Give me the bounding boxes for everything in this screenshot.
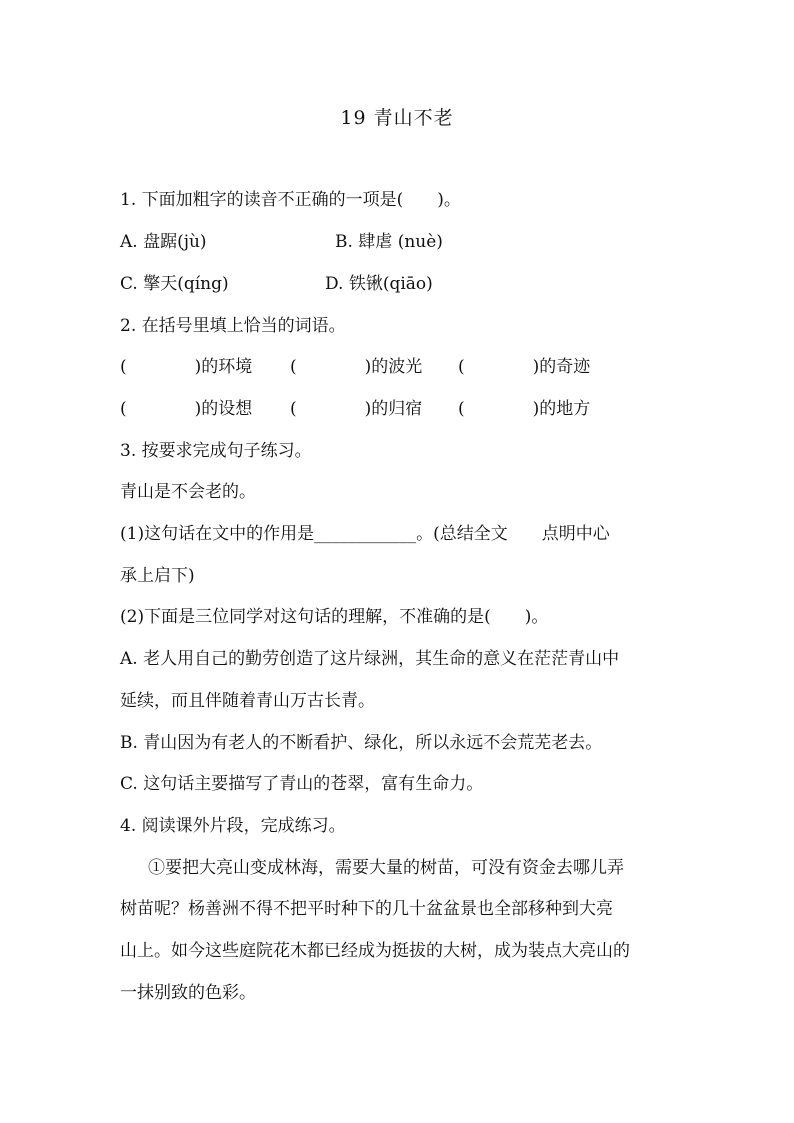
question-3-sub-1-line-2: 承上启下): [120, 566, 195, 586]
question-3-sub-1-line-1: (1)这句话在文中的作用是____________。(总结全文 点明中心: [120, 524, 610, 544]
question-3-option-a-line-2: 延续，而且伴随着青山万古长青。: [120, 691, 375, 711]
question-1-option-d: D. 铁锹(qiāo): [325, 274, 433, 294]
question-3-sentence: 青山是不会老的。: [120, 482, 256, 502]
question-2-stem: 2. 在括号里填上恰当的词语。: [120, 316, 346, 336]
question-2-blank-3: ( )的奇迹: [458, 357, 591, 377]
question-4-stem: 4. 阅读课外片段，完成练习。: [120, 816, 346, 836]
question-3-stem: 3. 按要求完成句子练习。: [120, 441, 312, 461]
question-1-option-c: C. 擎天(qíng): [120, 274, 229, 294]
passage-line-3: 山上。如今这些庭院花木都已经成为挺拔的大树，成为装点大亮山的: [120, 941, 630, 961]
question-2-blank-6: ( )的地方: [458, 399, 591, 419]
question-1-option-a: A. 盘踞(jù): [120, 232, 207, 252]
question-3-option-a-line-1: A. 老人用自己的勤劳创造了这片绿洲，其生命的意义在茫茫青山中: [120, 649, 620, 669]
passage-line-2: 树苗呢？杨善洲不得不把平时种下的几十盆盆景也全部移种到大亮: [120, 899, 613, 919]
question-2-blank-2: ( )的波光: [290, 357, 423, 377]
passage-line-4: 一抹别致的色彩。: [120, 983, 256, 1003]
question-3-option-c: C. 这句话主要描写了青山的苍翠，富有生命力。: [120, 774, 484, 794]
page-title: 19 青山不老: [340, 107, 454, 129]
question-3-sub-2: (2)下面是三位同学对这句话的理解，不准确的是( )。: [120, 607, 549, 627]
question-2-blank-4: ( )的设想: [120, 399, 253, 419]
question-1-option-b: B. 肆虐 (nuè): [335, 232, 443, 252]
question-3-option-b: B. 青山因为有老人的不断看护、绿化，所以永远不会荒芜老去。: [120, 733, 603, 753]
question-2-blank-1: ( )的环境: [120, 357, 253, 377]
question-2-blank-5: ( )的归宿: [290, 399, 423, 419]
question-1-stem: 1. 下面加粗字的读音不正确的一项是( )。: [120, 190, 461, 210]
passage-line-1: ①要把大亮山变成林海，需要大量的树苗，可没有资金去哪儿弄: [148, 858, 624, 878]
